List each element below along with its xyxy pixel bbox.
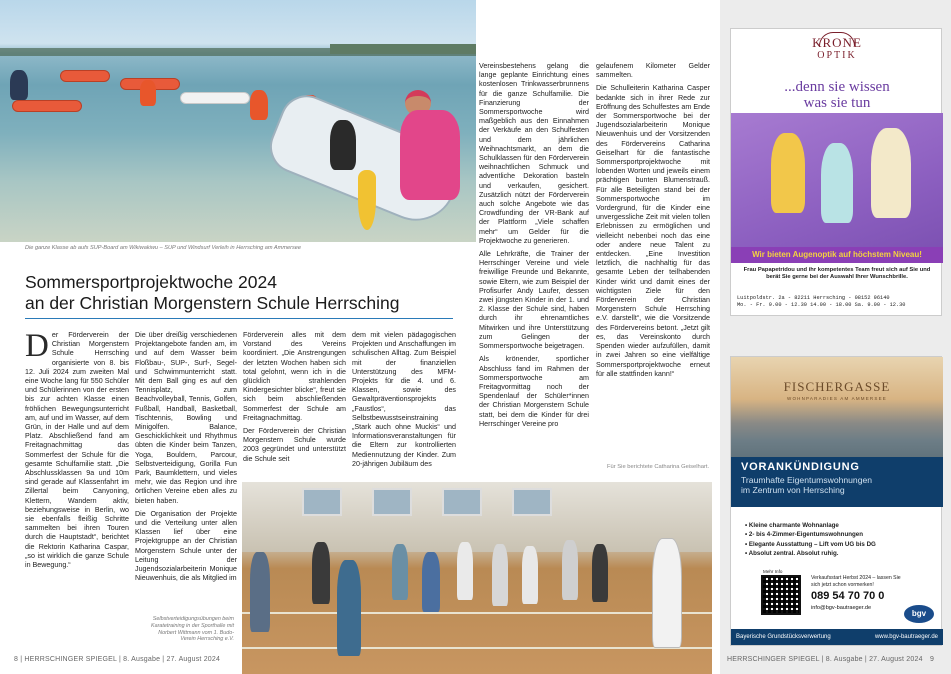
photo-floor-line — [242, 647, 712, 649]
ad-footer-left: Bayerische Grundstücksverwertung — [736, 634, 831, 640]
photo-person — [250, 552, 270, 632]
ad-photo — [731, 113, 943, 263]
photo-person — [562, 540, 578, 600]
page-number: 9 — [930, 656, 934, 663]
list-item: • Absolut zentral. Absolut ruhig. — [745, 549, 935, 558]
sup-photo — [0, 0, 476, 242]
author-credit — [607, 464, 717, 470]
paragraph: gelaufenem Kilometer Gelder sammelten. — [596, 62, 710, 80]
article-column-1 — [25, 328, 129, 570]
photo-paddle — [358, 170, 376, 230]
photo-person — [457, 542, 473, 600]
crown-icon — [819, 32, 855, 46]
ad-address — [737, 295, 937, 309]
photo-person — [492, 544, 508, 606]
bgv-logo: bgv — [904, 605, 934, 623]
photo-window — [302, 488, 342, 516]
ad-footer-band — [731, 629, 943, 645]
gym-photo — [242, 482, 712, 674]
photo-board — [60, 70, 110, 82]
paragraph: Vereinsbestehens gelang die lange geplante Einrichtung eines kostenlosen Trinkwasserbrunnens für die ganze Schulfamilie. Die Finanzierung der Sommersportwoche wird maßgeblich aus den Einnahmen der Verkäufe an den Schulfesten und dem jährlichen Weihnachtsmarkt, an dem die Schulklassen für den Förderverein weihnachtlichen Schmuck und adventliche Dekoration basteln und verkaufen, gesichert. Zusätzlich nützt der Förderverein auch solche Angebote wie das Crowdfunding der VR-Bank auf der Plattform „Viele schaffen mehr“ um Gelder für die Projektwoche zu generieren. — [479, 62, 589, 245]
logo-line-1: KRONE — [812, 35, 862, 50]
paragraph: Die Schulleiterin Katharina Casper bedankte sich in ihrer Rede zur Eröffnung des Schulfestes am Ende der Sommersportwoche bei der Jugendsozialarbeiterin Monique Nieuwenhuis und der Vorsitzenden des Fördervereins Catharina Geiselhart für die fantastische Sommersportprojektwoche mit lobenden Worten und jeweils einem prächtigen bunten Blumenstrauß. Für alle Beteiligten stand bei der Sommersportwoche im Vordergrund, für die Kinder eine unvergessliche Zeit mit vielen tollen Erlebnissen zu ermöglichen und vielleicht nebenbei noch das eine oder andere neue Talent zu entdecken. „Eine Investition letztlich, die nachhaltig für das gesamte Leben der teilhabenden Kinder wirkt und damit eines der wichtigsten Ziele für den Förderverein der Christian Morgenstern Schule Herrsching e.V. darstellt“, wie die Vorsitzende des Fördervereins betont. „Jetzt gilt es, das Vereinskonto durch Spenden wieder aufzufüllen, damit in zwei Jahren so eine vielfältige Sommersportprojektwoche erneut für alle stattfinden kann!“ — [596, 84, 710, 378]
photo-person — [522, 546, 538, 604]
paragraph: Als krönender, sportlicher Abschluss fand im Rahmen der Sommersportwoche am Freitagvormittag noch der Spendenlauf der Schüler*innen der Christian Morgenstern Schule statt, bei dem die Kinder für drei Herrschinger Vereine pro — [479, 355, 589, 428]
paragraph: Förderverein alles mit dem Vorstand des Vereins koordiniert. „Die Anstrengungen der letzten Wochen haben sich total gelohnt, wenn ich in die glücklich strahlenden Kindergesichter blicke“, freut sie sich beim abschließenden Sommerfest der Schule am Freitagnachmittag. — [243, 331, 346, 422]
gym-photo-caption: Selbstverteidigungsübungen beim Karatetraining in der Sporthalle mit Norbert Wittmann vom 1. Budo-Verein Herrsching e.V. — [151, 616, 234, 643]
photo-window — [512, 488, 552, 516]
subtitle-line-2: im Zentrum von Herrsching — [741, 485, 845, 495]
photo-person — [871, 128, 911, 218]
tagline-line-1: ...denn sie wissen — [784, 79, 890, 95]
page-footer-left: 8 | HERRSCHINGER SPIEGEL | 8. Ausgabe | 27. August 2024 — [14, 656, 221, 663]
photo-person-trainer — [652, 538, 682, 648]
photo-floor-line — [242, 612, 712, 614]
list-item: • Kleine charmante Wohnanlage — [745, 521, 935, 530]
ad-band: Wir bieten Augenoptik auf höchstem Niveau! — [731, 247, 943, 263]
email-link[interactable]: info@bgv-bautraeger.de — [811, 605, 872, 611]
address-line-2: Mo. - Fr. 9.00 - 12.30 14.00 - 18.00 Sa. 9.00 - 12.30 — [737, 302, 906, 309]
address-line-1: Luitpoldstr. 2a - 82211 Herrsching - 08152 96140 — [737, 295, 890, 301]
qr-label: Mehr Info — [763, 569, 783, 574]
article-column-3 — [243, 331, 346, 468]
page-footer-right: HERRSCHINGER SPIEGEL | 8. Ausgabe | 27. August 2024 — [727, 656, 923, 663]
headline-rule — [25, 318, 453, 319]
tagline-line-2: was sie tun — [803, 95, 871, 111]
photo-person — [592, 544, 608, 602]
photo-person — [337, 560, 361, 656]
paragraph: Die über dreißig verschiedenen Projektangebote fanden am, im und auf dem Wasser beim Floßbau-, SUP-, Surf-, Segel- und Schwimmunterricht statt. Mit dem Ball ging es auf den Tennisplatz, zum Beachvolleyball, Tennis, Golfen, Fußball, Handball, Basketball, Tischtennis, Bowling und Minigolfen. Balance, Geschicklichkeit und Rhythmus übten die Kinder beim Tanzen, Yoga, Bouldern, Parcour, Selbstverteidigung, Gorilla Fun Park, Baumklettern, und vieles mehr, wie das Region und ihre örtlichen Vereine eben alles zu bieten haben. — [135, 331, 237, 505]
fischergasse-ad[interactable] — [730, 356, 942, 646]
phone-number[interactable]: 089 54 70 70 0 — [811, 590, 885, 602]
photo-person — [330, 120, 356, 170]
paragraph: Alle Lehrkräfte, die Trainer der Herrschinger Vereine und viele freiwillige Freunde und Bekannte, sowie Eltern, wie zum Beispiel der Profisurfer Andy Laufer, dessen zwei jüngsten Kinder in der 1. und 2. Klasse der Schule sind, haben durch ihr ehrenamtliches Mitwirken und ihre Unterstützung zum Gelingen der Sommersportwoche beigetragen. — [479, 250, 589, 351]
photo-person — [422, 552, 440, 612]
photo-board — [12, 100, 82, 112]
photo-person — [10, 70, 28, 100]
photo-board — [180, 92, 250, 104]
headline-line-1: Sommersportprojektwoche 2024 — [25, 272, 277, 292]
logo-line-2: OPTIK — [817, 50, 857, 61]
photo-person — [140, 80, 156, 106]
photo-person — [392, 544, 408, 600]
subtitle-line-1: Traumhafte Eigentumswohnungen — [741, 475, 873, 485]
krone-optik-logo — [801, 35, 873, 61]
paragraph: Die Organisation der Projekte und die Verteilung unter allen Klassen lief über eine Projektgruppe an der Christian Morgenstern Schule unter der Leitung der Jugendsozialarbeiterin Monique Nieuwenhuis, die als Mitglied im — [135, 509, 237, 583]
ad-title: VORANKÜNDIGUNG — [741, 461, 860, 473]
photo-person — [312, 542, 330, 604]
article-column-6 — [596, 62, 710, 383]
photo-window — [372, 488, 412, 516]
headline-line-2: an der Christian Morgenstern Schule Herrsching — [25, 293, 400, 313]
photo-person — [771, 133, 805, 213]
article-headline — [25, 272, 465, 314]
ad-subtext: Frau Papapetridou und ihr kompetentes Team freut sich auf Sie und berät Sie gerne bei der Auswahl Ihrer Wunschbrille. — [743, 267, 931, 281]
fischergasse-logo-sub: WOHNPARADIES AM AMMERSEE — [787, 396, 887, 401]
article-column-4 — [352, 331, 456, 473]
paragraph: er Förderverein der Christian Morgenstern Schule Herrsching organisierte von 8. bis 12. Juli 2024 zum zweiten Mal eine Woche lang für 550 Schüler und Schülerinnen von der ersten bis zur achten Klasse einen fröhlichen Bewegungsunterricht am, auf und im Wasser, auf dem Grün, in der Halle und auf dem Platz. Abschließend fand am Freitagnachmittag das Sommerfest der Schule für die gesamte Schulfamilie statt. „Die Abschlussklassen 9a und 10m sind gerade auf Klassenfahrt im Zillertal beim Canyoning, Klettern, Wandern aktiv, beziehungsweise in Berlin, wo sie ebenfalls fleißig Schritte sammelten bei ihren Touren durch die Hauptstadt“, berichtet die Rektorin Katharina Caspar, „so ist wirklich die ganze Schule in Bewegung.“ — [25, 331, 129, 570]
author-credit-text: Für Sie berichtete Catharina Geiselhart. — [607, 464, 710, 470]
list-item: • 2- bis 4-Zimmer-Eigentumswohnungen — [745, 530, 935, 539]
list-item: • Elegante Ausstattung – Lift vom UG bis DG — [745, 540, 935, 549]
paragraph: dem mit vielen pädagogischen Projekten und Anschaffungen im schulischen Alltag. Zum Beispiel mit der finanziellen Unterstützung des MFM-Projekts für die 4. und 6. Klassen, sowie des Gewaltpräventionsprojekts „Faustlos“, das Selbstbewusstseinstraining „Stark auch ohne Muckis“ und Informationsveranstaltungen für die Eltern zur kontrollierten Mediennutzung der Kinder. Zum 20-jährigen Jubiläum des — [352, 331, 456, 468]
photo-person — [250, 90, 268, 120]
article-column-5 — [479, 62, 589, 433]
paragraph: Der Förderverein der Christian Morgenstern Schule wurde 2003 gegründet und unterstützt die Schule seit — [243, 427, 346, 463]
krone-optik-ad[interactable] — [730, 28, 942, 316]
ad-footer-url[interactable]: www.bgv-bautraeger.de — [874, 634, 938, 640]
feature-list — [745, 521, 935, 558]
photo-caption: Die ganze Klasse ab aufs SUP-Board am Wikiwakiwu – SUP und Windsurf Verleih in Herrsching am Ammersee — [25, 245, 301, 251]
ad-tagline — [731, 79, 943, 111]
article-column-2 — [135, 331, 237, 587]
photo-far-shore — [330, 44, 476, 54]
drop-cap: D — [25, 328, 49, 364]
photo-window — [442, 488, 482, 516]
ad-subtitle — [741, 475, 872, 495]
presale-note: Verkaufsstart Herbst 2024 – lassen Sie sich jetzt schon vormerken! — [811, 575, 901, 588]
fischergasse-logo: FISCHERGASSE — [783, 379, 891, 394]
photo-person — [821, 143, 853, 223]
photo-person — [400, 110, 460, 200]
qr-code[interactable] — [761, 575, 801, 615]
